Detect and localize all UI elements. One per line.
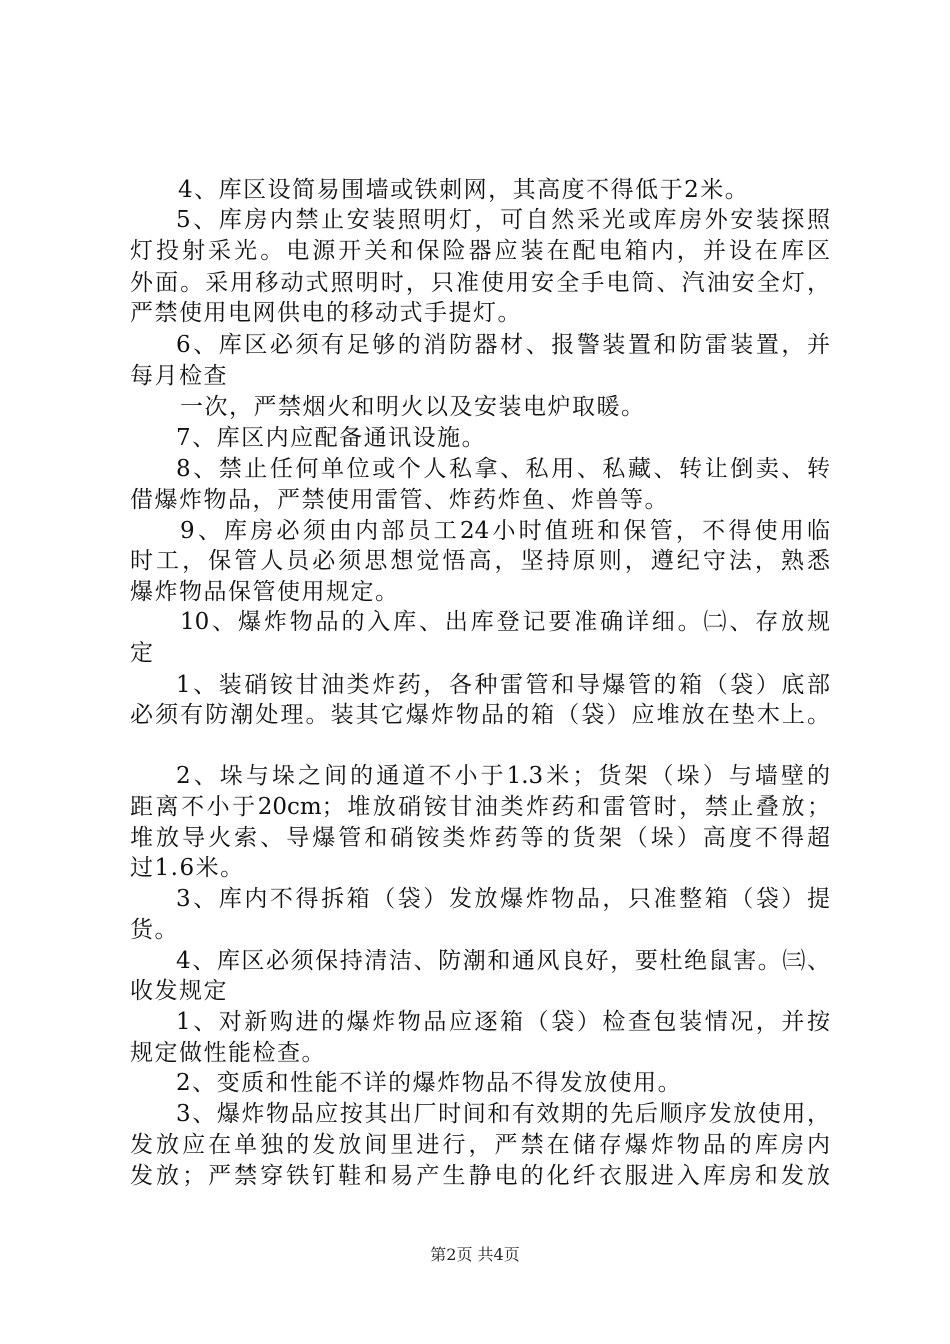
text-line: 严禁使用电网供电的移动式手提灯。: [130, 300, 522, 326]
text-line: 4、库区设简易围墙或铁刺网，其高度不得低于2米。: [178, 177, 750, 203]
text-line: 发放应在单独的发放间里进行，严禁在储存爆炸物品的库房内: [130, 1132, 830, 1158]
page-number-footer: 第2页 共4页: [430, 1245, 520, 1264]
text-line: 一次，严禁烟火和明火以及安装电炉取暖。: [180, 394, 646, 420]
text-line: 7、库区内应配备通讯设施。: [176, 425, 487, 451]
text-line: 9、库房必须由内部员工24小时值班和保管，不得使用临: [180, 518, 830, 544]
text-line: 爆炸物品保管使用规定。: [130, 579, 400, 605]
text-line: 6、库区必须有足够的消防器材、报警装置和防雷装置，并: [176, 332, 830, 358]
text-line: 1、对新购进的爆炸物品应逐箱（袋）检查包装情况，并按: [176, 1009, 830, 1035]
text-line: 每月检查: [130, 363, 228, 389]
text-line: 过1.6米。: [130, 855, 245, 881]
text-line: 2、垛与垛之间的通道不小于1.3米；货架（垛）与墙壁的: [176, 763, 830, 789]
text-line: 堆放导火索、导爆管和硝铵类炸药等的货架（垛）高度不得超: [130, 825, 830, 851]
text-line: 10、爆炸物品的入库、出库登记要准确详细。㈡、存放规: [180, 609, 830, 635]
text-line: 5、库房内禁止安装照明灯，可自然采光或库房外安装探照: [176, 207, 830, 233]
text-line: 时工，保管人员必须思想觉悟高，坚持原则，遵纪守法，熟悉: [130, 548, 830, 574]
text-line: 2、变质和性能不详的爆炸物品不得发放使用。: [176, 1070, 683, 1096]
text-line: 借爆炸物品，严禁使用雷管、炸药炸鱼、炸兽等。: [130, 487, 669, 513]
text-line: 3、库内不得拆箱（袋）发放爆炸物品，只准整箱（袋）提: [176, 886, 830, 912]
text-line: 距离不小于20cm；堆放硝铵甘油类炸药和雷管时，禁止叠放；: [130, 794, 830, 820]
text-line: 8、禁止任何单位或个人私拿、私用、私藏、转让倒卖、转: [176, 456, 830, 482]
text-line: 规定做性能检查。: [130, 1040, 326, 1066]
text-line: 灯投射采光。电源开关和保险器应装在配电箱内，并设在库区: [130, 238, 830, 264]
text-line: 4、库区必须保持清洁、防潮和通风良好，要杜绝鼠害。㈢、: [176, 948, 830, 974]
text-line: 发放；严禁穿铁钉鞋和易产生静电的化纤衣服进入库房和发放: [130, 1163, 830, 1189]
text-line: 货。: [130, 917, 179, 943]
text-line: 定: [130, 640, 155, 666]
text-line: 1、装硝铵甘油类炸药，各种雷管和导爆管的箱（袋）底部: [176, 672, 830, 698]
text-line: 3、爆炸物品应按其出厂时间和有效期的先后顺序发放使用，: [176, 1101, 830, 1127]
text-line: 收发规定: [130, 978, 228, 1004]
text-line: 必须有防潮处理。装其它爆炸物品的箱（袋）应堆放在垫木上。: [130, 702, 830, 728]
text-line: 外面。采用移动式照明时，只准使用安全手电筒、汽油安全灯，: [130, 270, 830, 296]
